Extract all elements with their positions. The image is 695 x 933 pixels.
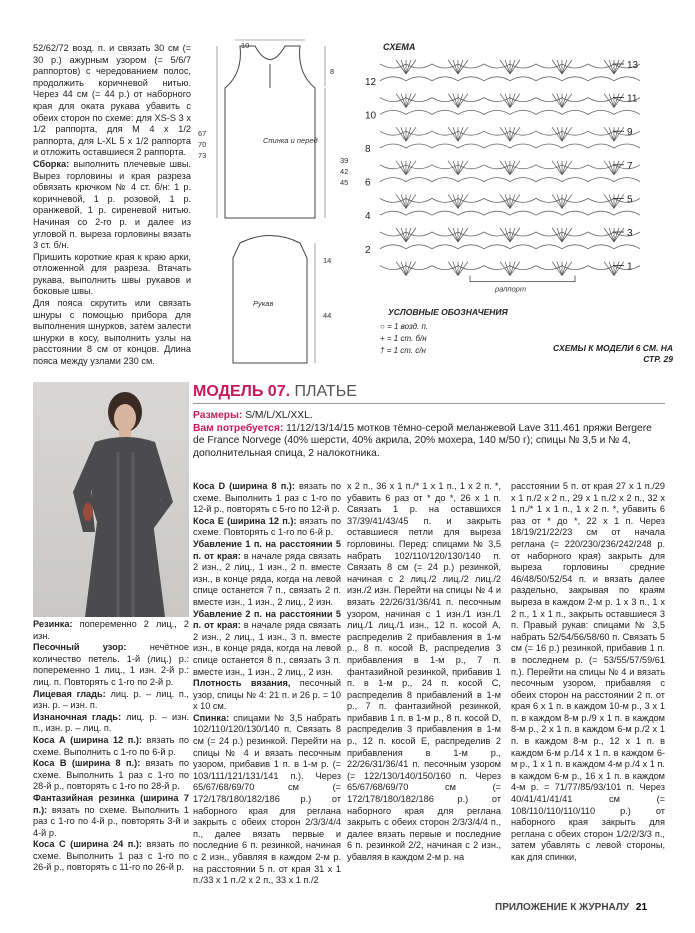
instruction-paragraph	[33, 839, 189, 874]
dc-stitch	[396, 60, 406, 74]
instruction-text: попеременно 2 лиц., 2 изн.	[33, 619, 189, 641]
dim-left-1: 67	[198, 129, 207, 138]
instruction-paragraph	[33, 689, 189, 712]
dim-sleeve-top: 14	[323, 256, 332, 265]
instruction-paragraph	[33, 793, 189, 839]
row-number-right: 11	[627, 93, 638, 105]
dc-stitch	[604, 228, 614, 242]
dc-stitch	[453, 60, 458, 74]
dc-stitch	[458, 262, 463, 276]
dc-stitch	[552, 194, 562, 208]
assembly-paragraph	[33, 159, 191, 252]
dc-stitch	[401, 194, 406, 208]
dc-stitch	[505, 228, 510, 242]
dc-stitch	[458, 262, 468, 276]
assembly-paragraph-2: Пришить короткие края к краю арки, отложенной для разреза. Втачать рукава, выполнить швы рукавов и боковые швы.	[33, 251, 191, 297]
dc-stitch	[604, 161, 614, 175]
dc-stitch	[552, 127, 562, 141]
row-number-right: 1	[627, 261, 633, 273]
dc-stitch	[510, 161, 515, 175]
dc-stitch	[604, 262, 614, 276]
dim-top-small: 10	[241, 41, 250, 50]
instruction-text: в начале ряда связать 2 изн., 2 лиц., 1 изн., 3 п. вместе изн., в конце ряда, когда на левой спице останется 8 п., связать 3 п. вместе изн., 1 изн., 2 лиц., 2 изн.	[193, 620, 341, 677]
legend	[380, 321, 428, 357]
schema-row	[380, 178, 640, 182]
instruction-heading: Коса В (ширина 8 п.):	[33, 758, 141, 769]
dc-stitch	[552, 228, 562, 242]
schema-row	[380, 77, 640, 81]
dc-stitch	[448, 194, 458, 208]
legend-item-chain: ○ = 1 возд. п.	[380, 322, 429, 331]
dc-stitch	[500, 161, 510, 175]
dc-stitch	[500, 194, 510, 208]
dc-stitch	[458, 228, 463, 242]
dc-stitch	[562, 194, 572, 208]
dc-stitch	[453, 194, 458, 208]
dc-stitch	[505, 194, 510, 208]
dim-left-2: 70	[198, 140, 207, 149]
instruction-paragraph	[193, 713, 341, 887]
instruction-heading: Плотность вязания,	[193, 678, 291, 689]
dim-right-1: 39	[340, 156, 349, 165]
dim-right-2: 42	[340, 167, 349, 176]
dc-stitch	[614, 127, 624, 141]
legend-item-dc: † = 1 ст. с/н	[380, 346, 426, 355]
dc-stitch	[396, 127, 406, 141]
dc-stitch	[406, 262, 411, 276]
dc-stitch	[401, 94, 406, 108]
dc-stitch	[510, 228, 520, 242]
row-number-left: 12	[365, 76, 377, 88]
dc-stitch	[406, 161, 411, 175]
dc-stitch	[505, 60, 510, 74]
instruction-paragraph	[193, 516, 341, 539]
repeat-bracket	[470, 276, 575, 282]
sc-icon: +	[380, 334, 385, 343]
dc-stitch	[609, 161, 614, 175]
dc-stitch	[557, 228, 562, 242]
instruction-paragraph	[33, 642, 189, 688]
legend-item-sc: + = 1 ст. б/н	[380, 334, 427, 343]
dc-stitch	[406, 127, 411, 141]
belt-paragraph: Для пояса скрутить или связать шнуры с помощью прибора для выполнения шнурков, затем залести шнурки в косу, выполнить узлы на расстоянии 8 см от концов. Длина пояса между узлами 230 см.	[33, 298, 191, 367]
instruction-heading: Лицевая гладь:	[33, 688, 106, 699]
dc-stitch	[453, 228, 458, 242]
dc-stitch	[562, 127, 572, 141]
dress-illustration	[33, 382, 189, 617]
dc-stitch	[614, 228, 624, 242]
dc-stitch	[562, 194, 567, 208]
elbow-patch	[83, 503, 93, 521]
dc-stitch	[614, 161, 624, 175]
dc-stitch	[500, 262, 510, 276]
dc-stitch	[458, 94, 463, 108]
dc-stitch	[406, 228, 411, 242]
dc-stitch	[562, 262, 567, 276]
dc-stitch	[396, 161, 406, 175]
dim-left-3: 73	[198, 151, 207, 160]
dc-stitch	[614, 161, 619, 175]
dc-stitch	[609, 127, 614, 141]
instruction-heading: Убавление 1 п. на расстоянии 5 п. от края:	[193, 538, 341, 561]
instruction-heading: Коса Е (ширина 12 п.):	[193, 515, 297, 526]
dc-stitch	[406, 94, 416, 108]
dc-stitch	[562, 262, 572, 276]
dc-stitch	[562, 228, 567, 242]
assembly-title: Сборка:	[33, 158, 70, 169]
footer-text: ПРИЛОЖЕНИЕ К ЖУРНАЛУ	[495, 902, 630, 913]
dc-stitch	[557, 194, 562, 208]
dc-stitch	[406, 94, 411, 108]
row-number-right: 3	[627, 228, 633, 239]
instruction-paragraph	[33, 712, 189, 735]
dc-stitch	[448, 127, 458, 141]
instruction-text: спицами № 3,5 набрать 102/110/120/130/140 п. Связать 8 см (= 24 р.) резинкой. Перейти на спицы № 4 и вязать песочным узором, прибавив 1 п. в 1-м р. (= 103/111/121/131/141 п.). Через 65/67/68/69/70 см (= 172/178/180/182/186 р.) от наборного края для реглана закрыть с обеих сторон 2/3/3/4/4 п., далее вязать первые и последние 6 п. резинкой, начиная с 2 изн., убавляя в каждом 2-м р. на расстоянии 5 п. от края 31 x 1 п./33 x 1 п./2 x 2 п., 33 x 1 п./2	[193, 712, 341, 886]
dc-stitch	[557, 94, 562, 108]
instruction-paragraph	[193, 481, 341, 516]
row-number-left: 8	[365, 144, 371, 155]
instruction-heading: Изнаночная гладь:	[33, 711, 122, 722]
dc-stitch	[614, 60, 619, 74]
schema-row	[380, 144, 640, 148]
dc-stitch	[458, 194, 468, 208]
top-left-text-block	[33, 43, 191, 368]
dc-stitch	[396, 262, 406, 276]
instruction-text: в начале ряда связать 2 изн., 2 лиц., 1 изн., 2 п. вместе изн., в конце ряда, когда на левой спице останется 7 п., связать 2 п. вместе изн., 1 изн., 2 лиц., 2 изн.	[193, 550, 341, 607]
row-number-right: 5	[627, 194, 633, 206]
column-3: x 2 п., 36 x 1 п./* 1 x 1 п., 1 x 2 п. *, убавить 6 раз от * до *, 26 x 1 п. Связать 1 р. на оставшихся 37/39/41/43/45 п. и закрыть оставшиеся петли для выреза горловины. Перед: спицами № 3,5 набрать 102/110/120/130/140 п. Связать 8 см (= 24 р.) резинкой, начиная с 2 лиц./2 лиц./2 лиц./2 изн./2 изн. Перейти на спицы № 4 и вязать 22/26/31/36/41 п. песочным узором, начиная с 1 изн./1 изн./1 лиц./1 лиц./1 изн., 12 п. косой А, распределив 2 прибавления в 1-м р., 8 п. косой В, распределив 3 прибавления в 1-м р., 7 п. фантазийной резинкой, прибавив 1 п. в 1-м р., 24 п. косой С, распределив 8 прибавлений в 1-м р., 7 п. фантазийной резинкой, прибавив 1 п. в 1-м р., 8 п. косой D, распределив 3 прибавления в 1-м р., 12 п. косой Е, распределив 2 прибавления в 1-м р., 22/26/31/36/41 п. песочным узором (= 122/130/140/150/160 п. Через 65/67/68/69/70 см (= 172/178/180/182/186 р.) от наборного края для реглана закрыть с обеих сторон 2/3/3/4/4 п., далее вязать первые и последние 6 п. резинкой 2/2, начиная с 2 изн., убавляя в каждом 2-м р. на	[347, 481, 501, 862]
dc-stitch	[614, 194, 624, 208]
instruction-text: нечётное количество петель. 1-й (лиц.) р.: попеременно 1 лиц., 1 изн. 2-й р.: лиц. п. Повторять с 1-го по 2-й р.	[33, 642, 190, 687]
instruction-heading: Коса А (ширина 12 п.):	[33, 734, 142, 745]
column-4: расстоянии 5 п. от края 27 x 1 п./29 x 1 п./2 x 2 п., 29 x 1 п./2 x 2 п., 32 x 1 п./* 1 x 1 п., 1 x 2 п. *, убавить 6 раз от * до *, 22 x 1 п. Через 18/19/21/22/23 см от начала реглана (= 220/230/236/242/248 р. от наборного края) закрыть для выреза горловины средние 46/48/50/52/54 п. и вязать далее раздельно, закрывая по краям выреза в каждом 2-м р. 1 x 3 п., 1 x 2 п., 1 x 1 п., закрыть оставшиеся 3 п. Правый рукав: спицами № 3,5 набрать 52/54/56/58/60 п. Связать 5 см (= 16 р.) резинкой, прибавив 1 п. в последнем р. (= 53/55/57/59/61 п.). Перейти на спицы № 4 и вязать песочным узором, прибавляя с обеих сторон на расстоянии 2 п. от края 6 x 1 п. в каждом 10-м р., 3 x 1 п. в каждом 8-м р./9 x 1 п. в каждом 8-м р., 2 x 1 п. в каждом 6-м р./2 x 1 п. в каждом 8-м р., 12 x 1 п. в каждом 6-м р./14 x 1 п. в каждом 6-м р., 1 x 1 п. в каждом 4-м р./4 x 1 п. в каждом 6-м р., 16 x 1 п. в каждом 4-м р. = 71/77/85/93/101 п. Через 40/41/41/41/41 см (= 108/110/110/110/110 р.) от наборного края закрыть для реглана с обеих сторон 1/2/2/3/3 п., затем убавлять с левой стороны, как для спинки,	[511, 481, 665, 862]
dc-stitch	[458, 228, 468, 242]
dc-stitch	[401, 262, 406, 276]
assembly-text: выполнить плечевые швы. Вырез горловины и края разреза обвязать крючком № 4 ст. б/н: 1 р. коричневой, 1 р. розовой, 1 р. оранжевой, 1 р. сиреневой нитью. Начиная со 2-го р. и далее из угловой п. выреза горловины вязать 3 ст. б/н.	[33, 158, 191, 251]
dc-stitch	[609, 194, 614, 208]
dc-stitch	[614, 262, 624, 276]
dc-stitch	[552, 60, 562, 74]
dim-sleeve-side: 44	[323, 311, 332, 320]
needed-value: 11/12/13/14/15 мотков тёмно-серой меланжевой Lave 311.461 пряжи Bergere de France Norvege (40% шерсти, 40% акрила, 20% мохера, 140 м/50 г); спицы № 3,5 и № 4, дополнительная спица, 2 налокотника.	[193, 422, 652, 459]
sleeve-instructions: 52/62/72 возд. п. и связать 30 см (= 30 р.) ажурным узором (= 5/6/7 раппортов) с чередованием полос, продолжить коричневой нитью. Через 44 см (= 44 р.) от наборного края для оката рукава убавить с обеих сторон по схеме: для XS-S 3 x 1/2 раппорта, для M 4 x 1/2 раппорта, для L-XL 5 x 1/2 раппорта и отложить оставшиеся 2 раппорта.	[33, 43, 191, 158]
crochet-schema	[365, 50, 665, 294]
dc-stitch	[505, 262, 510, 276]
dc-stitch	[406, 194, 416, 208]
dc-stitch	[604, 194, 614, 208]
dc-stitch	[510, 127, 515, 141]
dc-stitch	[458, 127, 468, 141]
dc-stitch	[505, 94, 510, 108]
dc-stitch	[604, 60, 614, 74]
schema-title: СХЕМА	[383, 42, 416, 52]
dc-stitch	[552, 94, 562, 108]
dc-stitch	[500, 228, 510, 242]
dc-stitch	[396, 94, 406, 108]
row-number-left: 10	[365, 110, 377, 122]
instruction-heading: Песочный узор:	[33, 642, 127, 653]
model-title-prefix: МОДЕЛЬ 07.	[193, 383, 291, 400]
dc-stitch	[510, 60, 515, 74]
dc-stitch	[500, 127, 510, 141]
dc-stitch	[453, 127, 458, 141]
dc-stitch	[448, 161, 458, 175]
face	[114, 404, 136, 432]
dc-stitch	[510, 194, 520, 208]
model-intro	[193, 410, 665, 460]
sizes-label: Размеры:	[193, 410, 243, 421]
chain-icon: ○	[380, 322, 385, 331]
instruction-text: вязать по схеме. Выполнить 1 раз с 1-го по 12-й р., повторять с 5-го по 12-й р.	[193, 481, 341, 515]
dc-stitch	[500, 94, 510, 108]
instruction-heading: Коса С (ширина 24 п.):	[33, 839, 142, 850]
instruction-text: лиц. р. – лиц. п., изн. р. – изн. п.	[33, 688, 189, 711]
dc-stitch	[604, 94, 614, 108]
dc-stitch	[557, 262, 562, 276]
dc-stitch	[552, 161, 562, 175]
dc-stitch	[614, 94, 619, 108]
dc-stitch	[401, 60, 406, 74]
instruction-heading: Фантазийная резинка (ширина 7 п.):	[33, 792, 189, 815]
page-number: 21	[635, 902, 648, 913]
dc-stitch	[453, 262, 458, 276]
body-label: Спинка и перед	[263, 136, 318, 145]
dc-stitch	[614, 127, 619, 141]
dc-stitch	[401, 228, 406, 242]
dc-stitch	[609, 262, 614, 276]
row-number-right: 9	[627, 127, 633, 139]
dc-stitch	[406, 262, 416, 276]
sizes-value: S/M/L/XL/XXL.	[245, 410, 313, 421]
sleeve-label: Рукав	[253, 299, 274, 308]
dc-stitch	[614, 194, 619, 208]
instruction-text: вязать по схеме. Повторять с 1-го по 6-й р.	[193, 515, 341, 538]
dc-stitch	[557, 127, 562, 141]
dc-stitch	[458, 161, 468, 175]
instruction-heading: Убавление 2 п. на расстоянии 5 п. от края:	[193, 608, 341, 631]
dc-stitch	[453, 161, 458, 175]
dc-stitch	[562, 94, 567, 108]
dc-stitch	[614, 60, 624, 74]
schema-row	[380, 211, 640, 215]
row-number-right: 7	[627, 160, 633, 172]
dc-stitch	[614, 94, 624, 108]
model-heading	[193, 383, 665, 404]
instruction-paragraph	[193, 678, 341, 713]
dc-stitch	[614, 262, 619, 276]
instruction-paragraph	[33, 758, 189, 793]
dc-stitch	[448, 94, 458, 108]
dc-stitch	[458, 60, 468, 74]
dc-stitch	[510, 94, 520, 108]
model-photo	[33, 382, 189, 617]
dc-stitch	[448, 262, 458, 276]
dc-stitch	[609, 60, 614, 74]
instruction-paragraph	[33, 619, 189, 642]
dc-stitch	[406, 228, 416, 242]
instruction-text: вязать по схеме. Выполнить с 1-го по 6-й р.	[33, 734, 190, 757]
dc-stitch	[458, 94, 468, 108]
instruction-heading: Спинка:	[193, 712, 230, 723]
row-number-left: 6	[365, 177, 371, 189]
dc-stitch	[448, 60, 458, 74]
dc-stitch	[510, 262, 520, 276]
footer	[495, 902, 647, 913]
column-1	[33, 619, 189, 874]
instruction-text: песочный узор, спицы № 4: 21 п. и 26 р. = 10 x 10 см.	[193, 678, 342, 712]
dc-stitch	[510, 60, 520, 74]
dc-stitch	[448, 228, 458, 242]
row-number-right: 13	[627, 60, 639, 71]
dc-stitch	[458, 161, 463, 175]
legend-title: УСЛОВНЫЕ ОБОЗНАЧЕНИЯ	[388, 307, 508, 317]
dc-stitch	[406, 60, 416, 74]
dc-stitch	[458, 60, 463, 74]
dc-stitch	[510, 94, 515, 108]
pattern-drawing	[195, 28, 365, 378]
schema-note: СХЕМЫ К МОДЕЛИ 6 СМ. НА СТР. 29	[553, 343, 674, 364]
model-title-suffix: ПЛАТЬЕ	[294, 383, 357, 400]
needed-label: Вам потребуется:	[193, 422, 284, 434]
repeat-label: раппорт	[495, 284, 527, 294]
dc-stitch	[604, 127, 614, 141]
dc-stitch	[406, 194, 411, 208]
dc-stitch	[406, 127, 416, 141]
schema-row	[380, 110, 640, 114]
dc-stitch	[562, 161, 572, 175]
dc-stitch	[552, 262, 562, 276]
dc-stitch	[406, 161, 416, 175]
dc-stitch	[401, 127, 406, 141]
instruction-text: вязать по схеме. Выполнить 1 раз с 1-го по 26-й р., повторять с 11-го по 26-й р.	[33, 839, 190, 873]
dim-right-3: 45	[340, 178, 349, 187]
dc-stitch	[562, 228, 572, 242]
dc-stitch	[396, 228, 406, 242]
instruction-text: вязать по схеме. Выполнить 1 раз с 1-го по 28-й р., повторять с 1-го по 28-й р.	[33, 758, 190, 792]
dc-stitch	[609, 228, 614, 242]
instruction-text: вязать по схеме. Выполнить 1 раз с 1-го по 4-й р., повторять 3-й и 4-й р.	[33, 804, 189, 838]
dc-stitch	[500, 60, 510, 74]
row-number-left: 2	[365, 244, 371, 256]
dc-stitch	[505, 127, 510, 141]
dc-stitch	[562, 127, 567, 141]
dc-stitch	[396, 194, 406, 208]
instruction-heading: Резинка:	[33, 619, 73, 629]
dc-stitch	[406, 60, 411, 74]
instruction-heading: Коса D (ширина 8 п.):	[193, 481, 295, 491]
dc-stitch	[562, 60, 572, 74]
dc-stitch	[510, 228, 515, 242]
row-number-left: 4	[365, 211, 371, 223]
dc-stitch	[505, 161, 510, 175]
dc-stitch	[614, 228, 619, 242]
dc-icon: †	[380, 346, 385, 355]
dc-stitch	[453, 94, 458, 108]
dc-stitch	[557, 161, 562, 175]
dc-stitch	[609, 94, 614, 108]
dc-stitch	[510, 194, 515, 208]
dc-stitch	[562, 161, 567, 175]
dc-stitch	[458, 194, 463, 208]
dc-stitch	[510, 161, 520, 175]
schema-row	[380, 245, 640, 249]
dc-stitch	[458, 127, 463, 141]
instruction-text: лиц. р. – изн. п., изн. р. – лиц. п.	[33, 711, 189, 734]
dc-stitch	[401, 161, 406, 175]
column-2	[193, 481, 341, 887]
dc-stitch	[510, 127, 520, 141]
instruction-paragraph	[33, 735, 189, 758]
instruction-paragraph	[193, 609, 341, 679]
instruction-paragraph	[193, 539, 341, 609]
dim-right-small: 8	[330, 67, 335, 76]
dc-stitch	[562, 60, 567, 74]
dc-stitch	[510, 262, 515, 276]
dc-stitch	[557, 60, 562, 74]
dc-stitch	[562, 94, 572, 108]
